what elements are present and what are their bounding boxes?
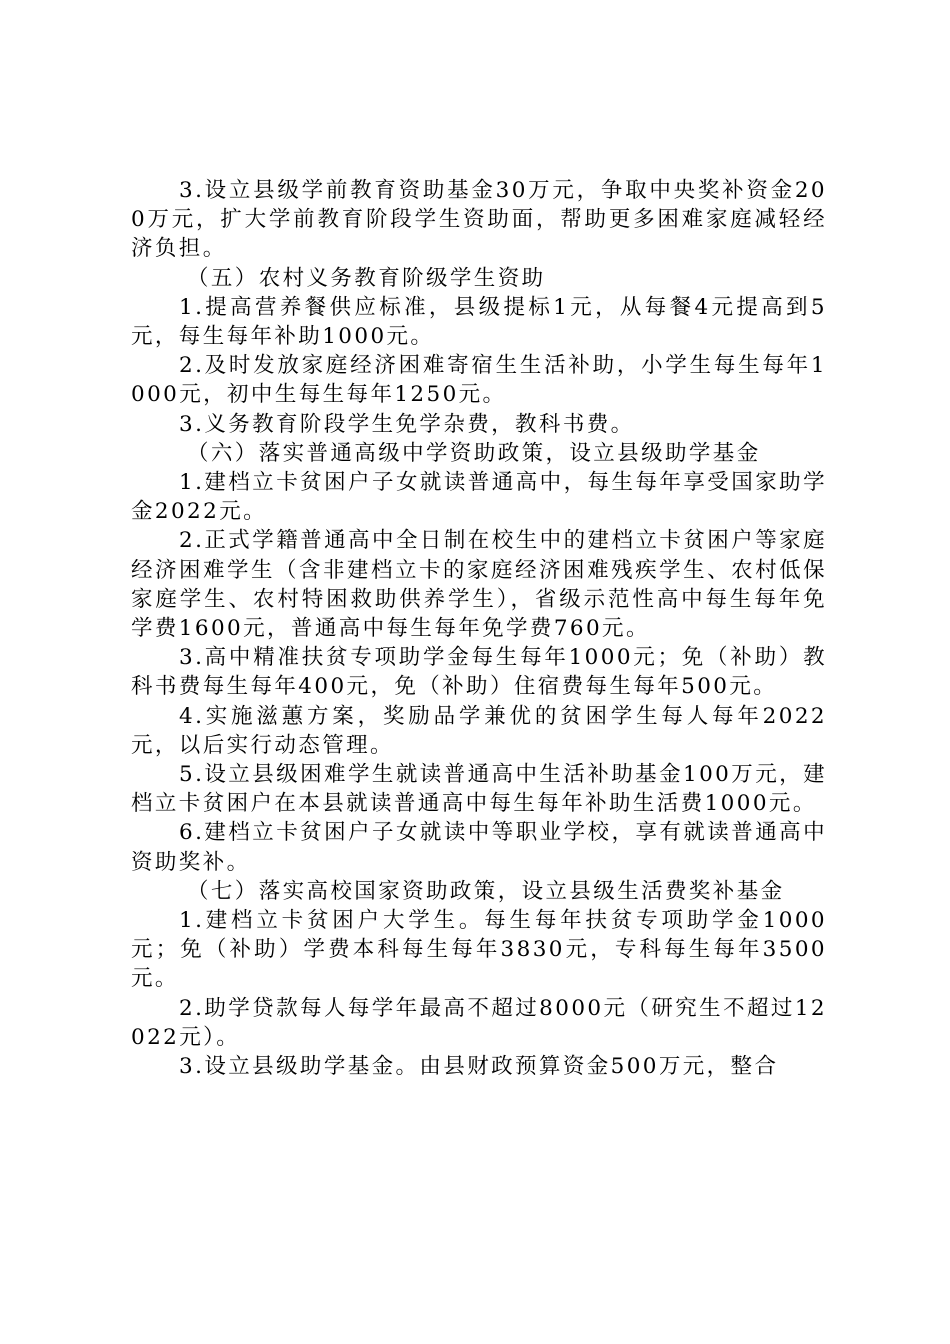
paragraph-student-loan: 2.助学贷款每人每学年最高不超过8000元（研究生不超过12022元）。	[131, 995, 827, 1050]
paragraph-fee-exemption: 3.义务教育阶段学生免学杂费，教科书费。	[179, 411, 635, 437]
paragraph-highschool-grant: 1.建档立卡贫困户子女就读普通高中，每生每年享受国家助学金2022元。	[131, 470, 827, 525]
document-body	[131, 176, 827, 1081]
section-heading-7: （七）落实高校国家资助政策，设立县级生活费奖补基金	[187, 878, 785, 904]
paragraph-county-fund: 3.设立县级助学基金。由县财政预算资金500万元，整合	[179, 1054, 779, 1080]
paragraph-tuition-exemption: 2.正式学籍普通高中全日制在校生中的建档立卡贫困户等家庭经济困难学生（含非建档立卡的家庭经济困难残疾学生、农村低保家庭学生、农村特困救助供养学生），省级示范性高中每生每年免学费1600元，普通高中每生每年免学费760元。	[131, 528, 827, 642]
paragraph-vocational-school: 6.建档立卡贫困户子女就读中等职业学校，享有就读普通高中资助奖补。	[131, 820, 827, 875]
section-heading-5: （五）农村义务教育阶级学生资助	[187, 265, 546, 291]
paragraph-scholarship-plan: 4.实施滋蕙方案，奖励品学兼优的贫困学生每人每年2022元，以后实行动态管理。	[131, 703, 827, 758]
paragraph-boarding-subsidy: 2.及时发放家庭经济困难寄宿生生活补助，小学生每生每年1000元，初中生每生每年1250元。	[131, 353, 827, 408]
section-heading-6: （六）落实普通高级中学资助政策，设立县级助学基金	[187, 440, 761, 466]
paragraph-living-subsidy-fund: 5.设立县级困难学生就读普通高中生活补助基金100万元，建档立卡贫困户在本县就读普通高中每生每年补助生活费1000元。	[131, 762, 827, 817]
paragraph-university-students: 1.建档立卡贫困户大学生。每生每年扶贫专项助学金1000元；免（补助）学费本科每生每年3830元，专科每生每年3500元。	[131, 908, 827, 992]
paragraph-special-grant: 3.高中精准扶贫专项助学金每生每年1000元；免（补助）教科书费每生每年400元，免（补助）住宿费每生每年500元。	[131, 645, 827, 700]
paragraph-preschool-fund: 3.设立县级学前教育资助基金30万元，争取中央奖补资金200万元，扩大学前教育阶段学生资助面，帮助更多困难家庭减轻经济负担。	[131, 178, 827, 262]
paragraph-nutrition-meal: 1.提高营养餐供应标准，县级提标1元，从每餐4元提高到5元，每生每年补助1000元。	[131, 294, 827, 350]
